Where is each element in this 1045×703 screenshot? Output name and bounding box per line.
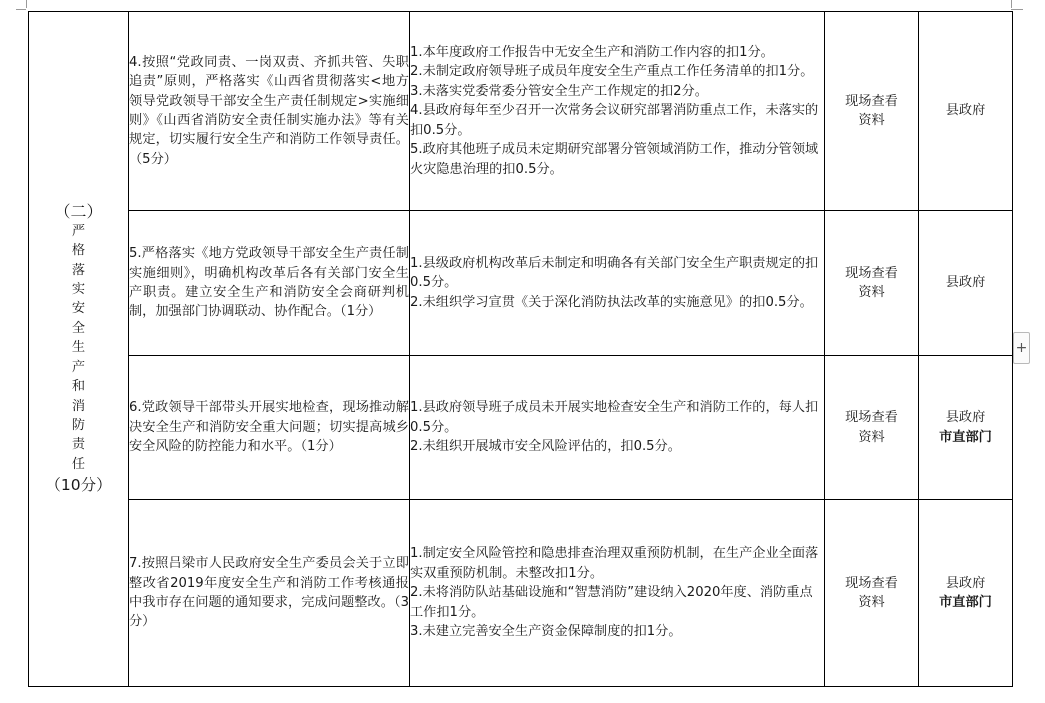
criteria-item: 2.未将消防队站基础设施和“智慧消防”建设纳入2020年度、消防重点工作扣1分。 xyxy=(410,585,813,620)
department-city: 市直部门 xyxy=(939,429,992,445)
method-cell xyxy=(825,500,919,687)
method-text: 现场查看 资料 xyxy=(845,575,898,610)
margin-mark-top-right xyxy=(1011,0,1012,8)
criteria-cell xyxy=(410,12,825,211)
department-county: 县政府 xyxy=(945,275,986,291)
category-char: 任 xyxy=(71,456,86,472)
category-char: 全 xyxy=(71,320,86,336)
category-title xyxy=(29,202,128,495)
department-cell xyxy=(919,211,1013,356)
requirement-text: 4.按照“党政同责、一岗双责、齐抓共管、失职追责”原则，严格落实《山西省贯彻落实<地方领导党政领导干部安全生产责任制规定>实施细则》《山西省消防安全责任制实施办法》等有关规定，切实履行安全生产和消防工作领导责任。（5分） xyxy=(129,54,409,167)
category-char: 责 xyxy=(71,437,86,453)
criteria-item: 2.未制定政府领导班子成员年度安全生产重点工作任务清单的扣1分。 xyxy=(410,64,814,80)
criteria-item: 2.未组织学习宣贯《关于深化消防执法改革的实施意见》的扣0.5分。 xyxy=(410,294,813,310)
margin-mark-top-left xyxy=(26,0,27,8)
criteria-item: 1.本年度政府工作报告中无安全生产和消防工作内容的扣1分。 xyxy=(410,45,774,61)
category-char: 防 xyxy=(71,417,86,433)
table-row xyxy=(29,356,1013,500)
requirement-text: 7.按照吕梁市人民政府安全生产委员会关于立即整改省2019年度安全生产和消防工作考核通报中我市存在问题的通知要求，完成问题整改。（3分） xyxy=(129,556,409,630)
add-row-button[interactable]: + xyxy=(1013,332,1030,364)
criteria-cell xyxy=(410,211,825,356)
margin-mark-top-right xyxy=(1011,9,1023,10)
category-char: 产 xyxy=(71,359,86,375)
category-char: 格 xyxy=(71,243,86,259)
criteria-cell xyxy=(410,500,825,687)
department-cell xyxy=(919,500,1013,687)
method-cell xyxy=(825,12,919,211)
category-char: 实 xyxy=(71,282,86,298)
table-row xyxy=(29,211,1013,356)
category-char: 和 xyxy=(71,379,86,395)
criteria-item: 1.县级政府机构改革后未制定和明确各有关部门安全生产职责规定的扣0.5分。 xyxy=(410,255,819,291)
method-text: 现场查看 资料 xyxy=(845,93,898,128)
category-cell xyxy=(29,12,129,687)
category-char: 严 xyxy=(71,223,86,239)
assessment-table xyxy=(28,11,1013,687)
requirement-text: 6.党政领导干部带头开展实地检查，现场推动解决安全生产和消防安全重大问题；切实提高城乡安全风险的防控能力和水平。（1分） xyxy=(129,400,409,455)
department-county: 县政府 xyxy=(945,575,986,591)
requirement-cell xyxy=(129,12,410,211)
department-cell xyxy=(919,356,1013,500)
criteria-item: 2.未组织开展城市安全风险评估的，扣0.5分。 xyxy=(410,439,681,455)
criteria-item: 1.制定安全风险管控和隐患排查治理双重预防机制，在生产企业全面落实双重预防机制。未整改扣1分。 xyxy=(410,546,819,581)
criteria-item: 4.县政府每年至少召开一次常务会议研究部署消防重点工作，未落实的扣0.5分。 xyxy=(410,103,819,138)
category-char: 消 xyxy=(71,398,86,414)
table-row xyxy=(29,12,1013,211)
category-score: （10分） xyxy=(45,476,112,495)
criteria-item: 3.未建立完善安全生产资金保障制度的扣1分。 xyxy=(410,624,682,640)
requirement-text: 5.严格落实《地方党政领导干部安全生产责任制实施细则》，明确机构改革后各有关部门安全生产职责。建立安全生产和消防安全会商研判机制，加强部门协调联动、协作配合。（1分） xyxy=(129,246,409,320)
method-text: 现场查看 资料 xyxy=(845,265,898,300)
requirement-cell xyxy=(129,356,410,500)
department-county: 县政府 xyxy=(945,410,986,426)
criteria-cell xyxy=(410,356,825,500)
criteria-item: 1.县政府领导班子成员未开展实地检查安全生产和消防工作的，每人扣0.5分。 xyxy=(410,400,819,435)
department-county: 县政府 xyxy=(945,103,986,119)
category-char: 安 xyxy=(71,301,86,317)
table-row xyxy=(29,500,1013,687)
method-text: 现场查看 资料 xyxy=(845,410,898,445)
criteria-item: 5.政府其他班子成员未定期研究部署分管领域消防工作，推动分管领域火灾隐患治理的扣0.5分。 xyxy=(410,142,819,177)
method-cell xyxy=(825,356,919,500)
requirement-cell xyxy=(129,500,410,687)
department-city: 市直部门 xyxy=(939,595,992,610)
category-char: 落 xyxy=(71,262,86,278)
margin-mark-top-left xyxy=(16,9,26,10)
requirement-cell xyxy=(129,211,410,356)
category-char: （二） xyxy=(54,202,103,222)
category-char: 生 xyxy=(71,340,86,356)
department-cell xyxy=(919,12,1013,211)
criteria-item: 3.未落实党委常委分管安全生产工作规定的扣2分。 xyxy=(410,83,708,99)
method-cell xyxy=(825,211,919,356)
